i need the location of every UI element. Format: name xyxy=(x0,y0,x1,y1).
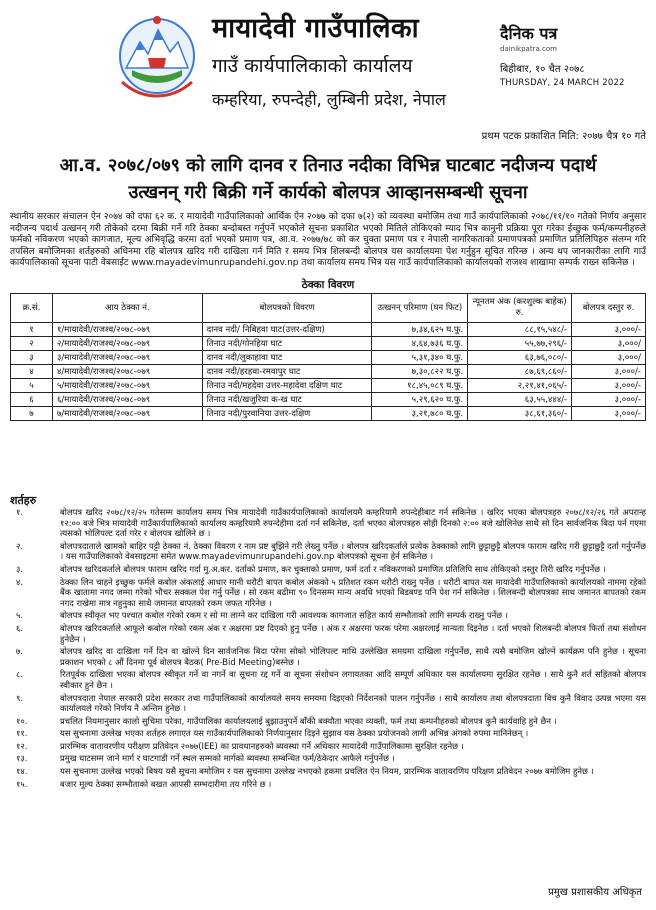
table-cell: तिनाउ नदी/खजुरिया क-ख घाट xyxy=(202,393,372,407)
term-number: ३. xyxy=(16,563,24,574)
term-item xyxy=(10,669,646,690)
term-item xyxy=(10,646,646,667)
term-text: बोलपत्र खरिद २०७८/१२/२५ गतेसम्म कार्यालय समय भित्र मायादेवी गाउँकार्यपालिकाको कार्यालयमै कम्हरियामै रुपन्देहीबाट गर्न सकिनेछ । खरिद भएका बोलपत्रहरु २०७८/१२/२६ गते अपरान्ह १२:०० बजे भित्र मायादेवी गाउँकार्यपालिकाको कार्यालय कम्हरियामै रुपन्देहीमा दर्ता गर्न सकिनेछ, दर्ता भएका बोलपत्रहरु सोही दिनको २:०० बजे खोलिनेछ साथै सो दिन सार्वजनिक बिदा पर्न गएमा त्यसको भोलिपल्ट दर्ता गरेर र बोलपत्र खोलिने छ । xyxy=(60,507,646,539)
newspaper-date-nepali: बिहीबार, १० चैत २०७८ xyxy=(500,64,585,75)
table-cell: ३,०००/- xyxy=(572,407,646,421)
table-cell: ३,०००/- xyxy=(572,393,646,407)
term-item xyxy=(10,541,646,562)
term-item xyxy=(10,716,646,727)
table-cell: दानव नदी/लुकाहावा घाट xyxy=(202,351,372,365)
term-number: ७. xyxy=(16,646,24,657)
table-cell: तिनाउ नदी/गोनहिया घाट xyxy=(202,337,372,351)
table-caption: ठेक्का विवरण xyxy=(301,279,355,291)
newspaper-website: dainikpatra.com xyxy=(500,45,557,53)
term-text: बोलपत्रदाता नेपाल सरकारी प्रदेश सरकार तथा गाउँपालिकाको कार्यालयले समय समयमा दिइएको निर्देशनको पालन गर्नुपर्नेछ । साथै कार्यालय तथा बोलपत्रदाता बिच कुनै विवाद उत्पन्न भएमा यस कार्यालयले गरेको निर्णय नै अन्तिम हुनेछ । xyxy=(60,692,646,714)
term-number: ५. xyxy=(16,610,24,621)
municipality-name: मायादेवी गाउँपालिका xyxy=(212,13,419,44)
table-cell: ७,३०,८२२ घ.फु. xyxy=(372,365,468,379)
table-cell: ५५,७७,२९६/- xyxy=(468,337,572,351)
term-number: १०. xyxy=(16,715,28,726)
table-row xyxy=(11,379,646,393)
table-row xyxy=(11,351,646,365)
term-item xyxy=(10,753,646,764)
table-cell: ६३,७६,०८०/- xyxy=(468,351,572,365)
nepal-emblem-icon xyxy=(118,12,196,100)
table-cell: ४/मायादेवी/राजश्व/२०७८-०७९ xyxy=(52,365,202,379)
newspaper-masthead xyxy=(500,22,650,88)
table-header-cell: उत्खनन् परिमाण (घन फिट) xyxy=(372,294,468,323)
term-number: ६. xyxy=(16,622,24,633)
term-number: ८. xyxy=(16,669,24,680)
table-cell: ३,०००/ xyxy=(572,351,646,365)
notice-title-line-2: उत्खनन् गरी बिक्री गर्ने कार्यको बोलपत्र आव्हानसम्बन्धी सूचना xyxy=(128,182,528,203)
term-text: बजार मूल्य ठेक्का सम्भौताको बखत आपसी सम्भदारीमा तय गरिने छ । xyxy=(60,778,272,789)
term-item xyxy=(10,741,646,752)
table-cell: ६ xyxy=(11,393,53,407)
term-number: १५. xyxy=(16,778,28,789)
table-cell: २,२१,४१,०६५/- xyxy=(468,379,572,393)
table-header-cell: क्र.सं. xyxy=(11,294,53,323)
term-number: १२. xyxy=(16,740,28,751)
table-cell: १८,४५,०८९ घ.फु. xyxy=(372,379,468,393)
office-address: कम्हरिया, रुपन्देही, लुम्बिनी प्रदेश, नेपाल xyxy=(212,90,446,109)
table-cell: दानव नदी/हरहवा-रमवापुर घाट xyxy=(202,365,372,379)
table-row xyxy=(11,407,646,421)
table-cell: ३,०००/- xyxy=(572,379,646,393)
notice-header xyxy=(0,0,656,120)
term-item xyxy=(10,623,646,644)
term-number: १४. xyxy=(16,766,28,777)
table-cell: ५ xyxy=(11,379,53,393)
table-cell: तिनाउ नदी/पुरवानिया उत्तर-दक्षिण xyxy=(202,407,372,421)
terms-list xyxy=(10,507,646,791)
term-item xyxy=(10,610,646,621)
term-item xyxy=(10,577,646,609)
terms-heading: शर्तहरु xyxy=(10,494,37,507)
table-cell: १/मायादेवी/राजश्व/२०७८-०७९ xyxy=(52,323,202,337)
table-cell: ३ xyxy=(11,351,53,365)
table-cell: १ xyxy=(11,323,53,337)
table-cell: २/मायादेवी/राजश्व/२०७८-०७९ xyxy=(52,337,202,351)
table-header-row xyxy=(11,294,646,323)
table-cell: ८८,१५,५४८/- xyxy=(468,323,572,337)
table-cell: ५/मायादेवी/राजश्व/२०७८-०७९ xyxy=(52,379,202,393)
term-item xyxy=(10,728,646,739)
term-text: बोलपत्र खरिदकर्ताले बोलपत्र फाराम खरिद गर्दा मु.अ.कर. दर्ताको प्रमाण, कर चुक्ताको प्रमाण, फर्म दर्ता र नविकरणको प्रमाणित प्रतिलिपि साथ तोकिएको दस्तुर तिरी खरिद गर्नुपर्नेछ । xyxy=(60,563,606,574)
table-cell: ७ xyxy=(11,407,53,421)
office-name: गाउँ कार्यपालिकाको कार्यालय xyxy=(212,55,413,77)
table-row xyxy=(11,323,646,337)
table-cell: ८७,६९,८६०/- xyxy=(468,365,572,379)
newspaper-logo: दैनिक पत्र xyxy=(500,24,558,43)
term-text: बोलपत्र स्वीकृत भए पश्चात कबोल गरेको रकम र सो मा लाग्ने कर दाखिला गरी आवश्यक कागजात सहित कार्य सम्भौताको लागि सम्पर्क राख्नु पर्नेछ । xyxy=(60,610,508,621)
term-number: २. xyxy=(16,540,24,551)
term-text: ठेक्का लिन चाहने इच्छुक फर्मले कबोल अंकलाई आधार मानी धरौटी बापत कबोल अंकको ५ प्रतिशत रकम धरौटी राख्नु पर्नेछ । धरौटी बापत यस मायादेवी गाउँपालिकाको कार्यालयको नाममा रहेको बैंक खातामा नगद जम्मा गरेको भौचर सक्कल पेश गर्नु पर्नेछ । सो रकम बढीमा ९० दिनसम्म मान्य अवधि भएको बिडबण्ड पनि पेश गर्न सकिनेछ । शिलबन्दी बोलपत्रका साथ जमानत बापतको रकम नगद राखेमा मात्र नहुनुका साथै जमानत बापतको रकम जफत गरिनेछ । xyxy=(60,576,646,608)
term-text: बोलपत्र खरिदकर्ताले आफूले कबोल गरेको रकम अंक र अक्षरमा प्रष्ट दिएको हुनु पर्नेछ । अंक र अक्षरमा फरक परेमा अक्षरलाई मान्यता दिइनेछ । दर्ता भएको शिलबन्दी बोलपत्र फिर्ता तथा संशोधन हुनेछैन । xyxy=(60,622,646,644)
table-cell: ३८,६१,३६०/- xyxy=(468,407,572,421)
term-item xyxy=(10,766,646,777)
contract-details-table xyxy=(10,293,646,421)
term-text: रितपूर्वक दाखिला भएका बोलपत्र स्वीकृत गर्ने वा नगर्ने वा सूचना रद्द गर्ने वा सूचना संशोधन लगायतका आदि सम्पूर्ण अधिकार यस कार्यालयमा सुरक्षित रहनेछ । साथै कुनै शर्त सहितको बोलपत्र स्वीकार हुने छैन । xyxy=(60,669,646,690)
table-cell: २ xyxy=(11,337,53,351)
term-text: यस सुचनामा उल्लेख भएका शर्तहरु लगाएत यस गाउँकार्यपालिकाको निर्णयानुसार दिइने सुझाव यस ठेक्का प्रयोजनको लागी अभिन्न अंगको रुपमा मानिनेछन् । xyxy=(60,728,529,739)
term-text: प्रमुख घाटसम्म जाने मार्ग र घाटगाडी गर्ने स्थल सम्मको मार्गको ब्यवस्था सम्बन्धित फर्म/ठेकेदार आफैले गर्नुपर्नेछ । xyxy=(60,753,395,764)
table-cell: ६३,५५,४४४/- xyxy=(468,393,572,407)
table-cell: ५,२९,६२० घ.फु. xyxy=(372,393,468,407)
intro-paragraph: स्थानीय सरकार संचालन ऐन २०७४ को दफा ६२ क. र मायादेवी गाउँपालिकाको आर्थिक ऐन २०७७ को दफा ७(२) को व्यवस्था बमोजिम तथा गाउँ कार्यपालिकाको २०७८/११/१० गतेको निर्णय अनुसार नदीजन्य पदार्थ उत्खनन् गरी तोकेको दरमा बिक्री गर्ने गरि ठेक्का बन्दोबस्त गर्नुपर्ने भएकोले सूचना प्रकाशित भएको मितिले तोकिएको म्याद भित्र कानुनी प्रक्रिया पूरा गरेका ईच्छुक फर्म/कम्पनीहरुले फर्मको नविकरण भएको कागजात, मूल्य अभिवृद्धि करमा दर्ता भएको प्रमाण पत्र, आ.व. २०७७/७८ को कर चुक्ता प्रमाण पत्र र नेपाली नागरिकताको प्रमाणपत्रको प्रमाणित प्रतिलिपिहरु संलग्न गरि तपसिल बमोजिमका शर्तहरुको अधिनमा रहि बोलपत्र खरिद गरी दाखिला गर्न मिति र समय भित्र शिलबन्दी बोलपत्र यस कार्यालयमा पेश गर्नुहुन सूचित गरिन्छ । अन्य थप जानकारीका लागि गाउँ कार्यपालिकाको सूचना पाटी वेबसाईट www.mayadevimunrupandehi.gov.np तथा कार्यालय समय भित्र यस गाउँ कार्यपालिकाको कार्यालयको राजश्व शाखामा सम्पर्क राख्न सकिनेछ । xyxy=(10,212,646,268)
table-header-cell: बोलपत्र दस्तुर रु. xyxy=(572,294,646,323)
term-number: ११. xyxy=(16,728,28,739)
signature-title: प्रमुख प्रशासकीय अधिकृत xyxy=(548,887,642,898)
table-cell: ३,२१,७८० घ.फु. xyxy=(372,407,468,421)
table-cell: ३,०००/- xyxy=(572,365,646,379)
table-header-cell: बोलपत्रको विवरण xyxy=(202,294,372,323)
term-text: बोलपत्र खरिद वा दाखिला गर्ने दिन वा खोल्ने दिन सार्वजनिक बिदा परेमा सोको भोलिपल्ट माथि उल्लेखित समयमा दाखिला गर्नुपर्नेछ, साथै त्यसै बमोजिम खोल्ने कार्यक्रम पनि हुनेछ । सूचना प्रकाशन भएको ८ औं दिनमा पूर्व बोलपत्र बैठक( Pre-Bid Meeting)बस्नेछ । xyxy=(60,646,646,667)
term-number: १. xyxy=(16,507,24,517)
term-item xyxy=(10,564,646,575)
table-cell: ३/मायादेवी/राजश्व/२०७८-०७९ xyxy=(52,351,202,365)
table-cell: ३,०००/ xyxy=(572,337,646,351)
notice-title-line-1: आ.व. २०७८/०७९ को लागि दानव र तिनाउ नदीका विभिन्न घाटबाट नदीजन्य पदार्थ xyxy=(59,155,597,176)
term-item xyxy=(10,693,646,714)
term-number: १३. xyxy=(16,753,28,764)
table-row xyxy=(11,337,646,351)
term-text: बोलपत्रदाताले खामको बाहिर पट्टी ठेक्का नं. ठेक्का विवरण र नाम प्रष्ट बुझिने गरी लेख्नु पर्नेछ । बोलपत्र खरिदकर्ताले प्रत्येक ठेक्काको लागि छुट्टाछुट्टै बोलपत्र फाराम खरिद गरी छुट्टाछुट्टै दर्ता गर्नुपर्नेछ । यस गाउँपालिकाको वेबसाइटमा समेत www.mayadevimunrupandehi.gov.np बोलपत्रको सूचना हेर्न सकिनेछ । xyxy=(60,540,646,562)
newspaper-date-english: THURSDAY, 24 MARCH 2022 xyxy=(500,78,625,88)
term-number: ९. xyxy=(16,692,24,703)
table-cell: ६/मायादेवी/राजश्व/२०७८-०७९ xyxy=(52,393,202,407)
table-cell: ४,६४,७३६ घ.फु. xyxy=(372,337,468,351)
term-text: प्रचलित नियमानुसार कालो सुचिमा परेका, गाउँपालिका कार्यालयलाई बुझाउनुपर्ने बाँकी बक्यौता भएका व्यक्ती, फर्म तथा कम्पनीहरुको बोलपत्र कुनै कार्यवाहि हुने छैन । xyxy=(60,715,557,726)
table-cell: दानव नदी/ निबिहवा घाट(उत्तर-दक्षिण) xyxy=(202,323,372,337)
table-cell: ३,०००/- xyxy=(572,323,646,337)
term-number: ४. xyxy=(16,576,24,587)
term-text: प्रारम्भिक वातावरणीय परीक्षण प्रतिवेदन २०७७(IEE) का प्रावधानहरुको ब्यवस्था गर्ने अधिकार मायादेवी गाउँपालिकामा सुरक्षित रहनेछ । xyxy=(60,740,464,751)
table-header-cell: आय ठेक्का नं. xyxy=(52,294,202,323)
table-header-cell: न्यूनतम अंक (करशुल्क बाहेक) रु. xyxy=(468,294,572,323)
table-cell: ५,३१,३४० घ.फु. xyxy=(372,351,468,365)
term-item xyxy=(10,779,646,790)
table-cell: ७/मायादेवी/राजश्व/२०७८-०७९ xyxy=(52,407,202,421)
table-cell: ७,३४,६२५ घ.फु. xyxy=(372,323,468,337)
table-row xyxy=(11,365,646,379)
table-cell: तिनाउ नदी/महदेवा उत्तर-महादेवा दक्षिण घाट xyxy=(202,379,372,393)
term-text: यस सुचनामा उल्लेख भएको बिषय यसै सुचना बमोजिम र यस सुचनामा उल्लेख नभएको हकमा प्रचलित ऐन नियम, प्रारम्भिक वातावरणिय परिक्षण प्रतिवेदन २०७७ बमोजिम हुनेछ । xyxy=(60,766,594,777)
term-item xyxy=(10,507,646,539)
table-cell: ४ xyxy=(11,365,53,379)
table-row xyxy=(11,393,646,407)
published-date: प्रथम पटक प्रकाशित मिति: २०७७ चैत्र १० गते xyxy=(481,131,646,142)
